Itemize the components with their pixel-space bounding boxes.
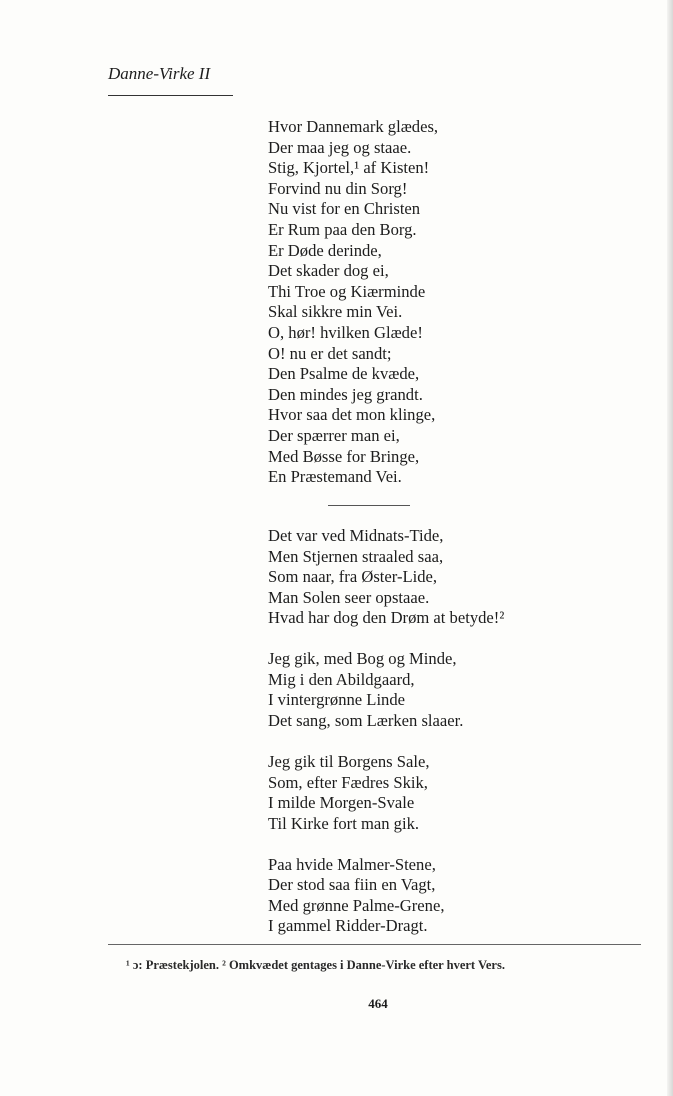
- verse-line: Det skader dog ei,: [268, 261, 389, 281]
- verse-line: Man Solen seer opstaae.: [268, 587, 430, 607]
- poem-section-2: [268, 526, 504, 957]
- verse-line: Hvor saa det mon klinge,: [268, 405, 436, 425]
- verse-line: Forvind nu din Sorg!: [268, 178, 408, 198]
- verse-line: O, hør! hvilken Glæde!: [268, 322, 423, 342]
- stanza: [268, 117, 438, 488]
- verse-line: Til Kirke fort man gik.: [268, 813, 420, 833]
- poem-section-1: [268, 117, 438, 508]
- running-head: Danne-Virke II: [108, 64, 211, 83]
- verse-line: Jeg gik til Borgens Sale,: [268, 751, 430, 771]
- verse-line: Som, efter Fædres Skik,: [268, 772, 428, 792]
- stanza: [268, 752, 504, 834]
- verse-line: I milde Morgen-Svale: [268, 793, 415, 813]
- page-number: 464: [368, 996, 388, 1011]
- verse-line: Nu vist for en Christen: [268, 199, 421, 219]
- verse-line: Men Stjernen straaled saa,: [268, 546, 444, 566]
- verse-line: Den mindes jeg grandt.: [268, 384, 423, 404]
- verse-line: Thi Troe og Kiærminde: [268, 281, 426, 301]
- verse-line: Der spærrer man ei,: [268, 425, 400, 445]
- verse-line: Mig i den Abildgaard,: [268, 669, 415, 689]
- verse-line: Hvad har dog den Drøm at betyde!²: [268, 608, 505, 628]
- verse-line: Med grønne Palme-Grene,: [268, 895, 445, 915]
- footnote-rule: [108, 944, 641, 945]
- verse-line: Paa hvide Malmer-Stene,: [268, 854, 436, 874]
- verse-line: I vintergrønne Linde: [268, 690, 406, 710]
- verse-line: Med Bøsse for Bringe,: [268, 446, 420, 466]
- verse-line: Den Psalme de kvæde,: [268, 364, 420, 384]
- footnote: ¹ ɔ: Præstekjolen. ² Omkvædet gentages i Danne-Virke efter hvert Vers.: [126, 958, 505, 972]
- verse-line: Hvor Dannemark glædes,: [268, 117, 439, 136]
- stanza: [268, 649, 504, 731]
- verse-line: Det var ved Midnats-Tide,: [268, 526, 444, 545]
- verse-line: En Præstemand Vei.: [268, 467, 402, 487]
- page-edge: [667, 0, 673, 1096]
- verse-line: Som naar, fra Øster-Lide,: [268, 567, 438, 587]
- verse-line: O! nu er det sandt;: [268, 343, 392, 363]
- section-separator: [328, 505, 410, 506]
- verse-line: Er Døde derinde,: [268, 240, 382, 260]
- verse-line: Er Rum paa den Borg.: [268, 219, 417, 239]
- stanza: [268, 855, 504, 937]
- verse-line: Det sang, som Lærken slaaer.: [268, 711, 464, 731]
- verse-line: Stig, Kjortel,¹ af Kisten!: [268, 158, 430, 178]
- verse-line: Skal sikkre min Vei.: [268, 302, 403, 322]
- verse-line: Der maa jeg og staae.: [268, 137, 412, 157]
- stanza: [268, 526, 504, 629]
- running-head-rule: [108, 95, 233, 96]
- verse-line: Der stod saa fiin en Vagt,: [268, 875, 436, 895]
- verse-line: Jeg gik, med Bog og Minde,: [268, 649, 457, 669]
- verse-line: I gammel Ridder-Dragt.: [268, 916, 428, 936]
